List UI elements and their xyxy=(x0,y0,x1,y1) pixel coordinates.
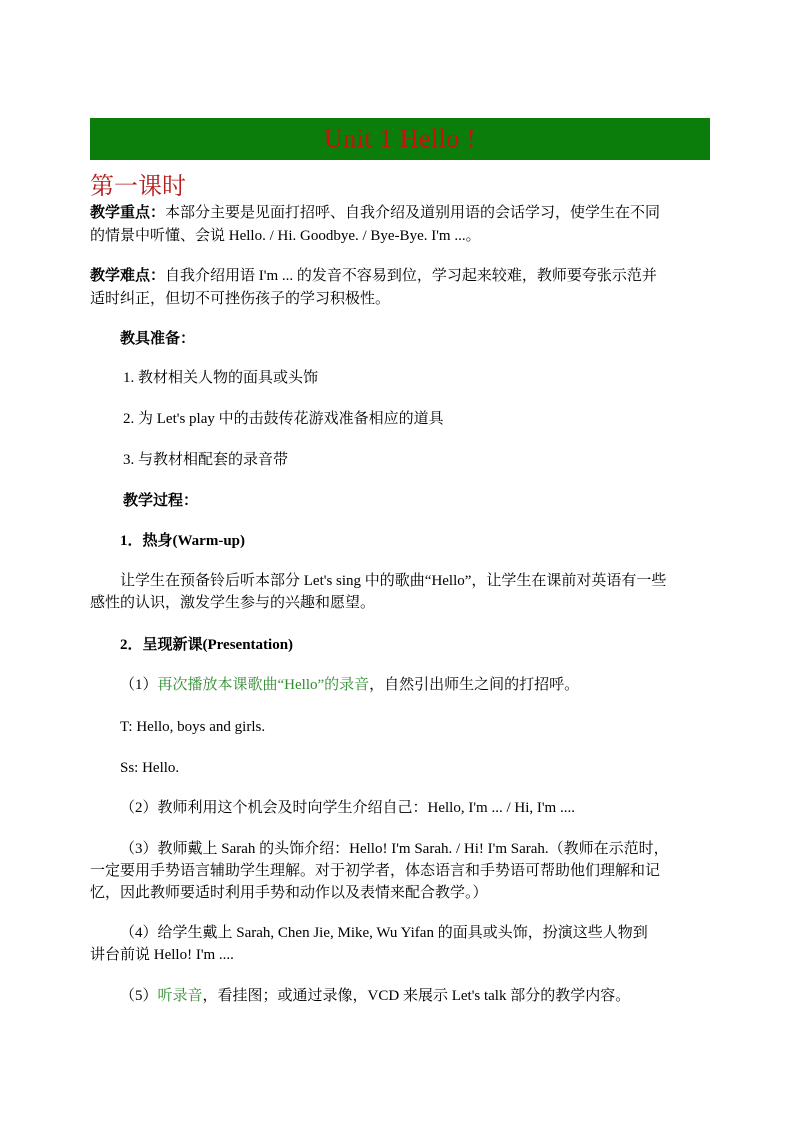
step-5 xyxy=(120,985,710,1007)
materials-item-3: 3. 与教材相配套的录音带 xyxy=(123,452,289,468)
difficult-points-line2: 适时纠正，但切不可挫伤孩子的学习积极性。 xyxy=(90,291,391,307)
dialog-teacher-line: T: Hello, boys and girls. xyxy=(120,719,266,735)
difficult-points-text: 自我介绍用语 I'm ... 的发音不容易到位，学习起来较难，教师要夸张示范并 xyxy=(165,268,657,284)
process-heading: 教学过程： xyxy=(123,493,199,509)
step-3-line2: 一定要用手势语言辅助学生理解。对于初学者，体态语言和手势语可帮助他们理解和记 xyxy=(90,863,661,879)
difficult-points-line1 xyxy=(90,265,710,287)
step-4-line2: 讲台前说 Hello! I'm .... xyxy=(90,947,234,963)
materials-item-2: 2. 为 Let's play 中的击鼓传花游戏准备相应的道具 xyxy=(123,411,444,427)
step-1-rest: ，自然引出师生之间的打招呼。 xyxy=(369,677,580,693)
step-1 xyxy=(120,674,710,696)
presentation-heading: 2．呈现新课(Presentation) xyxy=(120,637,294,653)
key-points-line1 xyxy=(90,202,710,224)
warmup-text-line2: 感性的认识，激发学生参与的兴趣和愿望。 xyxy=(90,595,376,611)
step-5-rest: ，看挂图；或通过录像，VCD 来展示 Let's talk 部分的教学内容。 xyxy=(202,988,631,1004)
unit-title: Unit 1 Hello ! xyxy=(323,124,477,153)
lesson-title: 第一课时 xyxy=(90,172,186,200)
step-5-highlight: 听录音 xyxy=(157,988,203,1004)
step-5-number: （5） xyxy=(120,988,158,1004)
key-points-label: 教学重点： xyxy=(90,205,166,221)
step-3-line3: 忆，因此教师要适时利用手势和动作以及表情来配合教学。） xyxy=(90,885,488,901)
step-4-line1: （4）给学生戴上 Sarah, Chen Jie, Mike, Wu Yifan 的面具或头饰，扮演这些人物到 xyxy=(120,925,648,941)
unit-banner xyxy=(90,118,710,160)
key-points-line2: 的情景中听懂、会说 Hello. / Hi. Goodbye. / Bye-Bye. I'm ...。 xyxy=(90,228,481,244)
warmup-text-line1: 让学生在预备铃后听本部分 Let's sing 中的歌曲“Hello”，让学生在课前对英语有一些 xyxy=(120,573,667,589)
materials-heading: 教具准备： xyxy=(120,331,196,347)
difficult-points-label: 教学难点： xyxy=(90,268,166,284)
step-2: （2）教师利用这个机会及时向学生介绍自己：Hello, I'm ... / Hi, I'm .... xyxy=(120,800,575,816)
dialog-students-line: Ss: Hello. xyxy=(120,760,180,776)
key-points-text: 本部分主要是见面打招呼、自我介绍及道别用语的会话学习，使学生在不同 xyxy=(165,205,661,221)
step-1-highlight: 再次播放本课歌曲“Hello”的录音 xyxy=(157,677,370,693)
warmup-heading: 1．热身(Warm-up) xyxy=(120,533,245,549)
step-3-line1: （3）教师戴上 Sarah 的头饰介绍：Hello! I'm Sarah. / Hi! I'm Sarah.（教师在示范时， xyxy=(120,841,669,857)
step-1-number: （1） xyxy=(120,677,158,693)
materials-item-1: 1. 教材相关人物的面具或头饰 xyxy=(123,370,319,386)
